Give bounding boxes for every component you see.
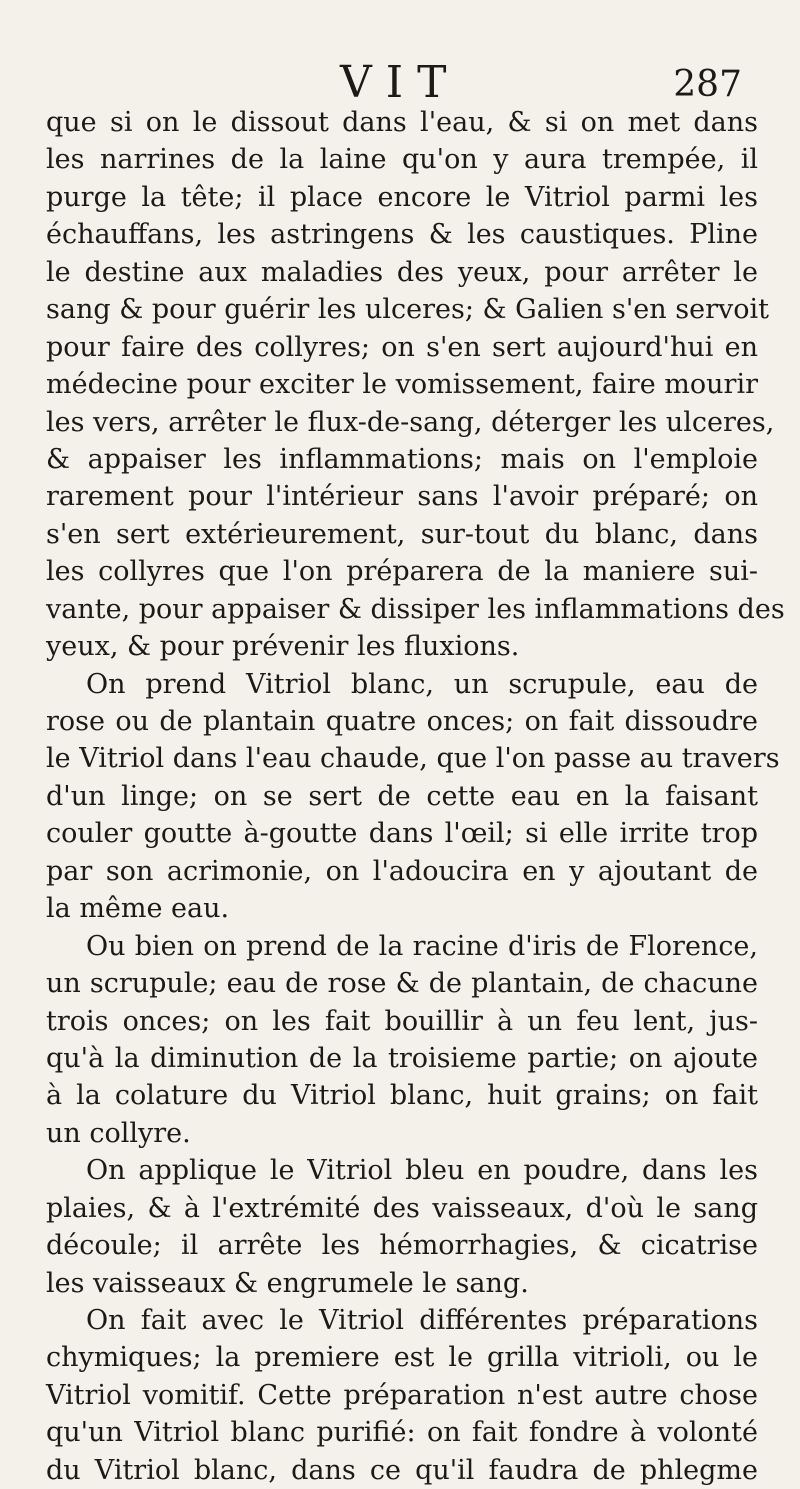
text-line: trois onces; on les fait bouillir à un feu lent, jus- [46,1005,758,1037]
text-line: qu'un Vitriol blanc purifié: on fait fondre à volonté [46,1417,758,1449]
text-line: médecine pour exciter le vomissement, faire mourir [46,369,758,401]
text-line: Ou bien on prend de la racine d'iris de Florence, [86,930,758,962]
text-line: s'en sert extérieurement, sur-tout du blanc, dans [46,518,758,550]
text-line: plaies, & à l'extrémité des vaisseaux, d'où le sang [46,1192,758,1224]
text-line: découle; il arrête les hémorrhagies, & cicatrise [46,1230,758,1262]
text-line: la même eau. [46,893,230,925]
text-line: pour faire des collyres; on s'en sert aujourd'hui en [46,331,758,363]
text-line: Vitriol vomitif. Cette préparation n'est autre chose [46,1379,758,1411]
page-number: 287 [673,64,742,105]
text-line: que si on le dissout dans l'eau, & si on met dans [46,107,758,138]
running-head-title: VIT [340,57,461,108]
text-line: le Vitriol dans l'eau chaude, que l'on passe au travers [46,743,780,775]
text-line: On prend Vitriol blanc, un scrupule, eau de [86,668,758,700]
text-line: sang & pour guérir les ulceres; & Galien s'en servoit [46,294,769,326]
text-line: chymiques; la premiere est le grilla vitrioli, ou le [46,1342,758,1374]
text-line: rarement pour l'intérieur sans l'avoir préparé; on [46,481,758,513]
text-line: échauffans, les astringens & les caustiques. Pline [46,219,758,251]
text-line: le destine aux maladies des yeux, pour arrêter le [46,256,758,288]
text-line: les narrines de la laine qu'on y aura trempée, il [46,144,758,176]
text-line: à la colature du Vitriol blanc, huit grains; on fait [46,1080,758,1112]
text-line: les vers, arrêter le flux-de-sang, déterger les ulceres, [46,406,775,438]
text-line: purge la tête; il place encore le Vitriol parmi les [46,181,758,213]
running-head [0,58,800,108]
text-line: rose ou de plantain quatre onces; on fait dissoudre [46,706,758,737]
text-line: d'un linge; on se sert de cette eau en la faisant [46,780,758,812]
text-line: couler goutte à-goutte dans l'œil; si elle irrite trop [46,818,758,850]
text-line: On fait avec le Vitriol différentes préparations [86,1305,758,1336]
text-line: par son acrimonie, on l'adoucira en y ajoutant de [46,855,758,887]
text-line: vante, pour appaiser & dissiper les inflammations des [46,593,785,625]
text-line: les vaisseaux & engrumele le sang. [46,1267,529,1299]
text-line: du Vitriol blanc, dans ce qu'il faudra de phlegme [46,1454,758,1486]
text-line: On applique le Vitriol bleu en poudre, dans les [86,1155,758,1187]
text-line: les collyres que l'on préparera de la maniere sui- [46,556,758,588]
text-line: & appaiser les inflammations; mais on l'emploie [46,443,758,475]
text-line: qu'à la diminution de la troisieme partie; on ajoute [46,1042,758,1074]
body-text [46,104,785,1489]
text-line: un scrupule; eau de rose & de plantain, de chacune [46,968,758,1000]
text-line: yeux, & pour prévenir les fluxions. [46,631,520,663]
text-line: un collyre. [46,1117,191,1149]
